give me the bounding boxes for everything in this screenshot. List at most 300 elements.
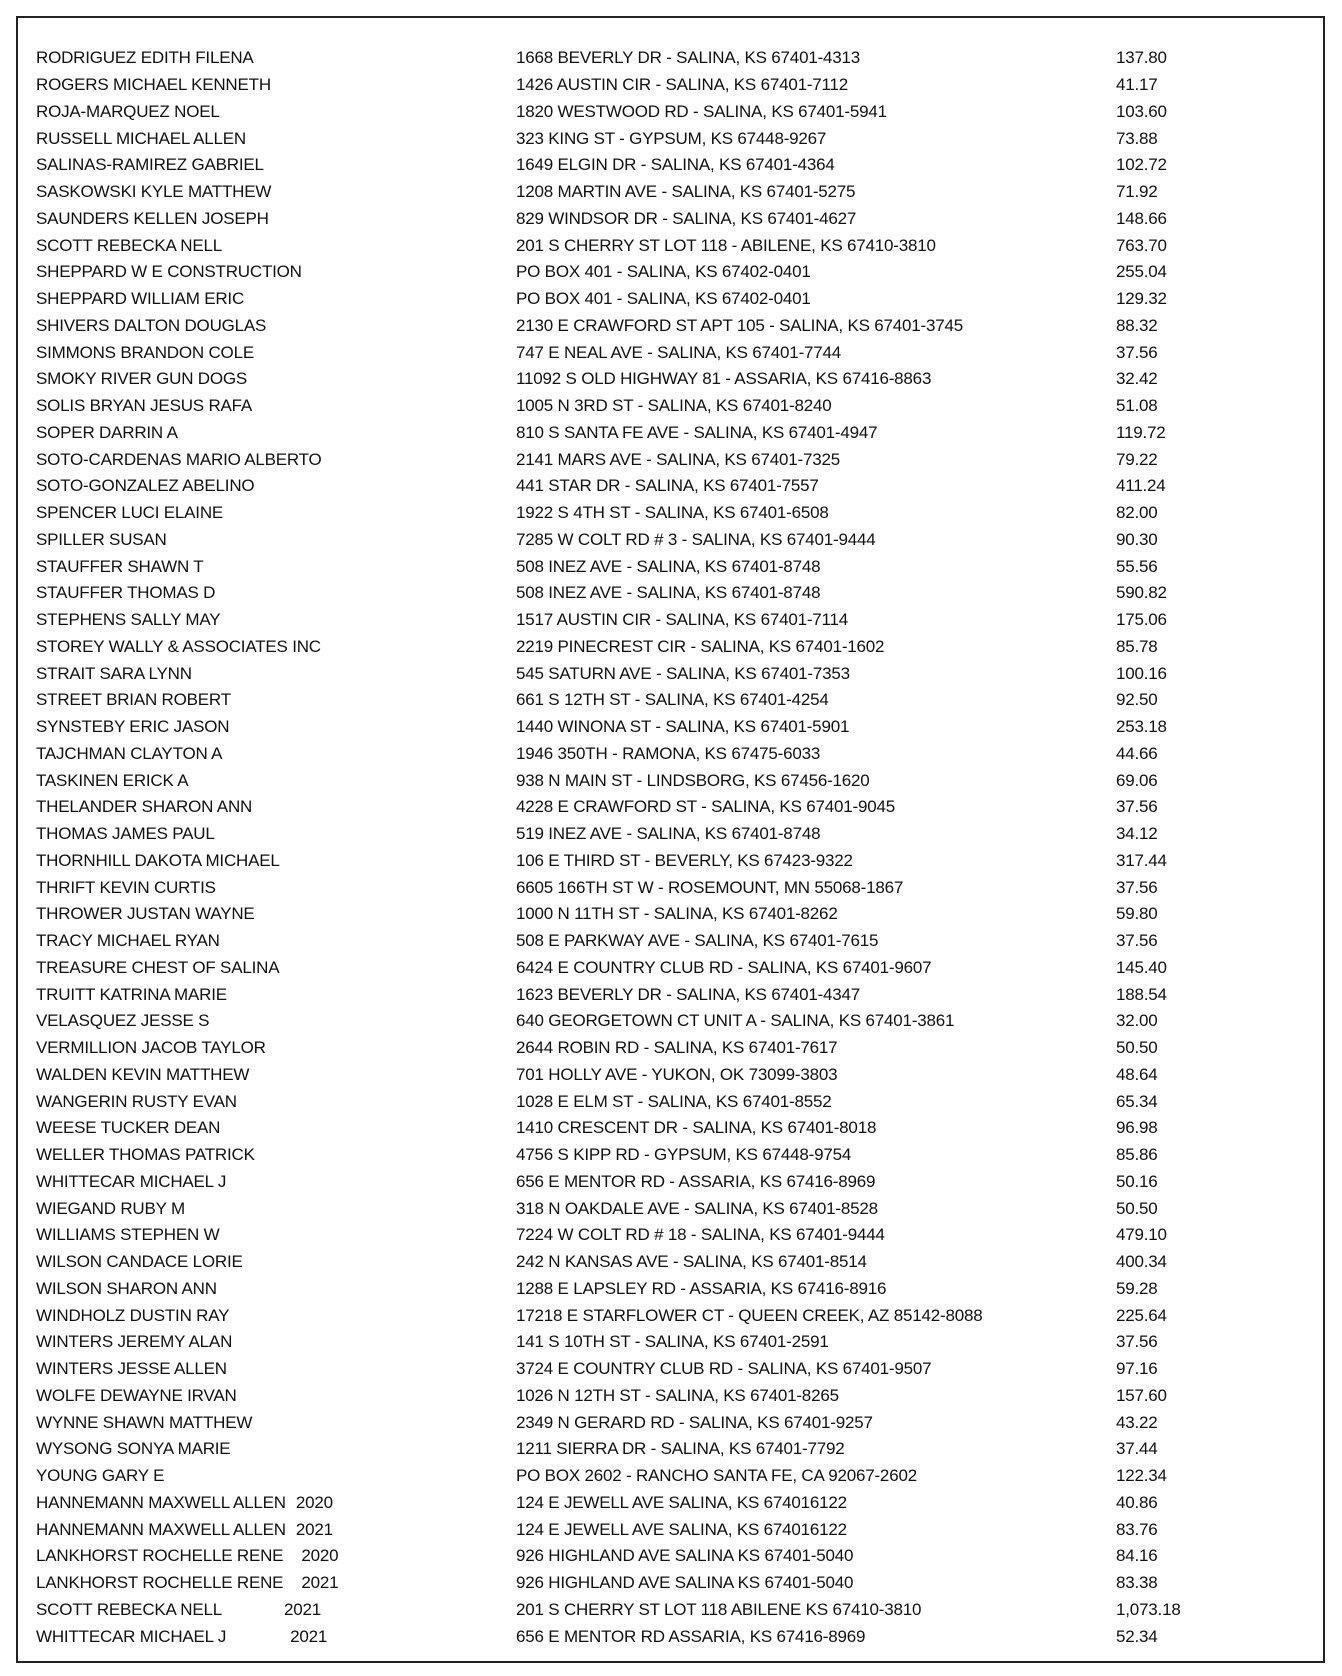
record-year: 2020 <box>301 1546 339 1566</box>
record-name <box>36 316 516 336</box>
record-amount: 59.80 <box>1116 904 1158 924</box>
record-amount: 590.82 <box>1116 583 1167 603</box>
record-name <box>36 236 516 256</box>
list-item <box>36 1169 1336 1196</box>
record-amount: 32.00 <box>1116 1011 1158 1031</box>
record-amount: 400.34 <box>1116 1252 1167 1272</box>
list-item <box>36 1490 1336 1517</box>
record-address: 242 N KANSAS AVE - SALINA, KS 67401-8514 <box>516 1252 867 1272</box>
record-name <box>36 878 516 898</box>
record-amount: 65.34 <box>1116 1091 1158 1111</box>
record-address: 124 E JEWELL AVE SALINA, KS 674016122 <box>516 1519 847 1539</box>
record-name <box>36 797 516 817</box>
list-item <box>36 286 1336 313</box>
record-name-text: SHEPPARD WILLIAM ERIC <box>36 289 245 309</box>
record-address: 17218 E STARFLOWER CT - QUEEN CREEK, AZ 85142-8088 <box>516 1305 983 1325</box>
record-name <box>36 1546 516 1566</box>
record-address: 1946 350TH - RAMONA, KS 67475-6033 <box>516 743 821 763</box>
document-frame <box>16 16 1325 1663</box>
list-item <box>36 179 1336 206</box>
record-year: 2021 <box>283 1599 322 1619</box>
record-amount: 137.80 <box>1116 48 1167 68</box>
list-item <box>36 152 1336 179</box>
record-name <box>36 48 516 68</box>
record-year: 2021 <box>290 1626 328 1646</box>
record-amount: 1,073.18 <box>1116 1599 1181 1619</box>
record-name-text: THROWER JUSTAN WAYNE <box>36 904 255 924</box>
list-item <box>36 259 1336 286</box>
record-amount: 102.72 <box>1116 155 1167 175</box>
record-name <box>36 958 516 978</box>
record-name-text: ROJA-MARQUEZ NOEL <box>36 101 220 121</box>
record-name-text: SOTO-CARDENAS MARIO ALBERTO <box>36 449 322 469</box>
record-address: 1288 E LAPSLEY RD - ASSARIA, KS 67416-8916 <box>516 1278 887 1298</box>
record-address: 661 S 12TH ST - SALINA, KS 67401-4254 <box>516 690 829 710</box>
record-amount: 51.08 <box>1116 396 1158 416</box>
list-item <box>36 660 1336 687</box>
record-name-text: SYNSTEBY ERIC JASON <box>36 717 230 737</box>
record-name-text: HANNEMANN MAXWELL ALLEN <box>36 1519 286 1539</box>
record-name <box>36 129 516 149</box>
record-name-text: SASKOWSKI KYLE MATTHEW <box>36 182 272 202</box>
list-item <box>36 500 1336 527</box>
record-name <box>36 369 516 389</box>
record-name <box>36 75 516 95</box>
record-year: 2021 <box>295 1519 333 1539</box>
list-item <box>36 99 1336 126</box>
record-address: 1211 SIERRA DR - SALINA, KS 67401-7792 <box>516 1439 845 1459</box>
list-item <box>36 741 1336 768</box>
list-item <box>36 1356 1336 1383</box>
record-name <box>36 289 516 309</box>
record-name <box>36 155 516 175</box>
record-address: 6605 166TH ST W - ROSEMOUNT, MN 55068-1867 <box>516 877 904 897</box>
record-address: 201 S CHERRY ST LOT 118 ABILENE KS 67410-3810 <box>516 1599 922 1619</box>
list-item <box>36 232 1336 259</box>
record-amount: 52.34 <box>1116 1626 1158 1646</box>
record-address: 508 INEZ AVE - SALINA, KS 67401-8748 <box>516 556 821 576</box>
list-item <box>36 1222 1336 1249</box>
list-item <box>36 821 1336 848</box>
record-name-text: SPENCER LUCI ELAINE <box>36 503 224 523</box>
record-amount: 37.56 <box>1116 342 1158 362</box>
record-name-text: TREASURE CHEST OF SALINA <box>36 957 280 977</box>
record-name <box>36 610 516 630</box>
record-amount: 71.92 <box>1116 182 1158 202</box>
record-name <box>36 985 516 1005</box>
record-name-text: VERMILLION JACOB TAYLOR <box>36 1038 266 1058</box>
list-item <box>36 1062 1336 1089</box>
record-address: 656 E MENTOR RD ASSARIA, KS 67416-8969 <box>516 1626 866 1646</box>
record-name <box>36 1038 516 1058</box>
record-amount: 88.32 <box>1116 315 1158 335</box>
record-name-text: SHEPPARD W E CONSTRUCTION <box>36 262 302 282</box>
record-amount: 122.34 <box>1116 1466 1167 1486</box>
list-item <box>36 901 1336 928</box>
list-item <box>36 527 1336 554</box>
record-name-text: LANKHORST ROCHELLE RENE <box>36 1546 284 1566</box>
list-item <box>36 848 1336 875</box>
record-name <box>36 503 516 523</box>
list-item <box>36 125 1336 152</box>
record-name-text: WALDEN KEVIN MATTHEW <box>36 1064 250 1084</box>
record-address: 323 KING ST - GYPSUM, KS 67448-9267 <box>516 128 827 148</box>
record-amount: 92.50 <box>1116 690 1158 710</box>
list-item <box>36 1383 1336 1410</box>
record-address: 1668 BEVERLY DR - SALINA, KS 67401-4313 <box>516 48 861 68</box>
record-name <box>36 851 516 871</box>
record-name <box>36 583 516 603</box>
list-item <box>36 1463 1336 1490</box>
record-name <box>36 1573 516 1593</box>
list-item <box>36 446 1336 473</box>
record-name-text: RUSSELL MICHAEL ALLEN <box>36 128 246 148</box>
record-address: 7285 W COLT RD # 3 - SALINA, KS 67401-9444 <box>516 529 876 549</box>
record-name-text: SIMMONS BRANDON COLE <box>36 342 254 362</box>
record-amount: 145.40 <box>1116 957 1167 977</box>
list-item <box>36 955 1336 982</box>
list-item <box>36 1302 1336 1329</box>
list-item <box>36 1516 1336 1543</box>
record-name <box>36 530 516 550</box>
record-address: 11092 S OLD HIGHWAY 81 - ASSARIA, KS 67416-8863 <box>516 369 932 389</box>
record-address: 2644 ROBIN RD - SALINA, KS 67401-7617 <box>516 1038 838 1058</box>
record-amount: 37.44 <box>1116 1439 1158 1459</box>
record-amount: 253.18 <box>1116 717 1167 737</box>
record-name <box>36 557 516 577</box>
record-address: 7224 W COLT RD # 18 - SALINA, KS 67401-9444 <box>516 1225 885 1245</box>
record-name <box>36 1627 516 1647</box>
record-name <box>36 1359 516 1379</box>
record-name <box>36 637 516 657</box>
record-name-text: TASKINEN ERICK A <box>36 770 189 790</box>
record-address: 1028 E ELM ST - SALINA, KS 67401-8552 <box>516 1091 832 1111</box>
record-name-text: WINDHOLZ DUSTIN RAY <box>36 1305 230 1325</box>
record-name <box>36 1199 516 1219</box>
record-name <box>36 182 516 202</box>
record-name <box>36 1118 516 1138</box>
record-name-text: WHITTECAR MICHAEL J <box>36 1626 227 1646</box>
record-name-text: WANGERIN RUSTY EVAN <box>36 1091 237 1111</box>
record-name-text: SHIVERS DALTON DOUGLAS <box>36 315 267 335</box>
record-amount: 41.17 <box>1116 75 1158 95</box>
record-name-text: WEESE TUCKER DEAN <box>36 1118 221 1138</box>
list-item <box>36 1436 1336 1463</box>
record-address: 2130 E CRAWFORD ST APT 105 - SALINA, KS 67401-3745 <box>516 315 964 335</box>
record-amount: 32.42 <box>1116 369 1158 389</box>
record-name-text: TAJCHMAN CLAYTON A <box>36 743 223 763</box>
record-name-text: WELLER THOMAS PATRICK <box>36 1145 255 1165</box>
record-address: 124 E JEWELL AVE SALINA, KS 674016122 <box>516 1492 847 1512</box>
record-name <box>36 824 516 844</box>
list-item <box>36 1249 1336 1276</box>
record-name <box>36 396 516 416</box>
list-item <box>36 339 1336 366</box>
record-name <box>36 690 516 710</box>
list-item <box>36 767 1336 794</box>
record-name-text: SALINAS-RAMIREZ GABRIEL <box>36 155 264 175</box>
list-item <box>36 981 1336 1008</box>
record-name <box>36 904 516 924</box>
list-item <box>36 1543 1336 1570</box>
record-address: 545 SATURN AVE - SALINA, KS 67401-7353 <box>516 663 850 683</box>
record-amount: 79.22 <box>1116 449 1158 469</box>
list-item <box>36 1409 1336 1436</box>
record-address: PO BOX 401 - SALINA, KS 67402-0401 <box>516 289 811 309</box>
record-address: 701 HOLLY AVE - YUKON, OK 73099-3803 <box>516 1064 838 1084</box>
list-item <box>36 1597 1336 1624</box>
record-amount: 43.22 <box>1116 1412 1158 1432</box>
record-name-text: WILLIAMS STEPHEN W <box>36 1225 220 1245</box>
record-address: 2141 MARS AVE - SALINA, KS 67401-7325 <box>516 449 840 469</box>
list-item <box>36 1329 1336 1356</box>
record-amount: 411.24 <box>1116 476 1166 496</box>
record-amount: 100.16 <box>1116 663 1167 683</box>
record-address: 508 E PARKWAY AVE - SALINA, KS 67401-7615 <box>516 931 879 951</box>
record-name-text: THOMAS JAMES PAUL <box>36 824 215 844</box>
record-name-text: ROGERS MICHAEL KENNETH <box>36 75 271 95</box>
record-name-text: WILSON CANDACE LORIE <box>36 1252 243 1272</box>
record-name-text: WINTERS JESSE ALLEN <box>36 1359 227 1379</box>
record-address: 829 WINDSOR DR - SALINA, KS 67401-4627 <box>516 208 857 228</box>
record-address: 640 GEORGETOWN CT UNIT A - SALINA, KS 67401-3861 <box>516 1011 955 1031</box>
record-name-text: THELANDER SHARON ANN <box>36 797 253 817</box>
record-amount: 55.56 <box>1116 556 1158 576</box>
record-name-text: VELASQUEZ JESSE S <box>36 1011 210 1031</box>
record-amount: 59.28 <box>1116 1278 1158 1298</box>
record-amount: 188.54 <box>1116 984 1167 1004</box>
record-address: 318 N OAKDALE AVE - SALINA, KS 67401-8528 <box>516 1198 878 1218</box>
record-name-text: TRACY MICHAEL RYAN <box>36 931 220 951</box>
record-name <box>36 771 516 791</box>
record-name <box>36 1011 516 1031</box>
record-name <box>36 1413 516 1433</box>
record-address: 1517 AUSTIN CIR - SALINA, KS 67401-7114 <box>516 610 849 630</box>
record-name <box>36 664 516 684</box>
record-name <box>36 744 516 764</box>
list-item <box>36 714 1336 741</box>
record-name <box>36 102 516 122</box>
record-name-text: SAUNDERS KELLEN JOSEPH <box>36 208 269 228</box>
record-name-text: STRAIT SARA LYNN <box>36 663 192 683</box>
record-amount: 37.56 <box>1116 797 1158 817</box>
record-name-text: SOPER DARRIN A <box>36 422 178 442</box>
record-amount: 84.16 <box>1116 1546 1158 1566</box>
list-item <box>36 1195 1336 1222</box>
record-name <box>36 1306 516 1326</box>
list-item <box>36 313 1336 340</box>
record-address: 747 E NEAL AVE - SALINA, KS 67401-7744 <box>516 342 842 362</box>
record-name-text: YOUNG GARY E <box>36 1466 165 1486</box>
record-amount: 85.78 <box>1116 636 1158 656</box>
record-address: 201 S CHERRY ST LOT 118 - ABILENE, KS 67410-3810 <box>516 235 936 255</box>
record-name-text: SCOTT REBECKA NELL <box>36 235 222 255</box>
list-item <box>36 1570 1336 1597</box>
record-name <box>36 1600 516 1620</box>
record-address: 508 INEZ AVE - SALINA, KS 67401-8748 <box>516 583 821 603</box>
record-name-text: WOLFE DEWAYNE IRVAN <box>36 1385 237 1405</box>
list-item <box>36 580 1336 607</box>
record-amount: 37.56 <box>1116 1332 1158 1352</box>
record-name <box>36 1065 516 1085</box>
record-name-text: WILSON SHARON ANN <box>36 1278 217 1298</box>
record-amount: 225.64 <box>1116 1305 1167 1325</box>
list-item <box>36 553 1336 580</box>
record-address: 810 S SANTA FE AVE - SALINA, KS 67401-4947 <box>516 422 878 442</box>
record-amount: 96.98 <box>1116 1118 1158 1138</box>
record-amount: 73.88 <box>1116 128 1158 148</box>
record-address: 1649 ELGIN DR - SALINA, KS 67401-4364 <box>516 155 835 175</box>
list-item <box>36 420 1336 447</box>
record-name <box>36 717 516 737</box>
record-address: 1410 CRESCENT DR - SALINA, KS 67401-8018 <box>516 1118 877 1138</box>
record-address: 4228 E CRAWFORD ST - SALINA, KS 67401-9045 <box>516 797 895 817</box>
record-address: 1026 N 12TH ST - SALINA, KS 67401-8265 <box>516 1385 839 1405</box>
record-amount: 37.56 <box>1116 877 1158 897</box>
record-amount: 34.12 <box>1116 824 1158 844</box>
record-amount: 175.06 <box>1116 610 1167 630</box>
record-name-text: STREET BRIAN ROBERT <box>36 690 231 710</box>
list-item <box>36 928 1336 955</box>
record-name-text: WHITTECAR MICHAEL J <box>36 1171 227 1191</box>
record-amount: 37.56 <box>1116 931 1158 951</box>
record-name <box>36 1092 516 1112</box>
record-amount: 50.50 <box>1116 1198 1158 1218</box>
list-item <box>36 634 1336 661</box>
record-amount: 90.30 <box>1116 529 1158 549</box>
record-name-text: TRUITT KATRINA MARIE <box>36 984 227 1004</box>
record-name-text: WYNNE SHAWN MATTHEW <box>36 1412 253 1432</box>
record-name-text: SMOKY RIVER GUN DOGS <box>36 369 248 389</box>
record-address: 1440 WINONA ST - SALINA, KS 67401-5901 <box>516 717 850 737</box>
record-address: 2219 PINECREST CIR - SALINA, KS 67401-1602 <box>516 636 885 656</box>
record-name-text: STAUFFER THOMAS D <box>36 583 216 603</box>
record-name <box>36 1225 516 1245</box>
record-amount: 82.00 <box>1116 503 1158 523</box>
record-amount: 83.38 <box>1116 1573 1158 1593</box>
record-amount: 148.66 <box>1116 208 1167 228</box>
record-amount: 50.16 <box>1116 1171 1158 1191</box>
record-name <box>36 343 516 363</box>
record-name-text: WINTERS JEREMY ALAN <box>36 1332 233 1352</box>
record-address: 106 E THIRD ST - BEVERLY, KS 67423-9322 <box>516 850 853 870</box>
list-item <box>36 1623 1336 1650</box>
list-item <box>36 206 1336 233</box>
record-amount: 85.86 <box>1116 1145 1158 1165</box>
records-list <box>36 45 1336 1650</box>
list-item <box>36 1142 1336 1169</box>
record-name-text: LANKHORST ROCHELLE RENE <box>36 1573 284 1593</box>
record-address: 656 E MENTOR RD - ASSARIA, KS 67416-8969 <box>516 1171 876 1191</box>
list-item <box>36 1115 1336 1142</box>
record-name <box>36 931 516 951</box>
list-item <box>36 45 1336 72</box>
record-name <box>36 262 516 282</box>
record-address: 1005 N 3RD ST - SALINA, KS 67401-8240 <box>516 396 832 416</box>
list-item <box>36 874 1336 901</box>
record-amount: 50.50 <box>1116 1038 1158 1058</box>
record-name-text: WIEGAND RUBY M <box>36 1198 185 1218</box>
list-item <box>36 366 1336 393</box>
list-item <box>36 1088 1336 1115</box>
record-name <box>36 1172 516 1192</box>
record-amount: 103.60 <box>1116 101 1167 121</box>
record-address: 6424 E COUNTRY CLUB RD - SALINA, KS 67401-9607 <box>516 957 932 977</box>
list-item <box>36 473 1336 500</box>
record-name <box>36 476 516 496</box>
record-name-text: SOTO-GONZALEZ ABELINO <box>36 476 255 496</box>
record-address: 519 INEZ AVE - SALINA, KS 67401-8748 <box>516 824 821 844</box>
record-address: 141 S 10TH ST - SALINA, KS 67401-2591 <box>516 1332 829 1352</box>
record-address: 1922 S 4TH ST - SALINA, KS 67401-6508 <box>516 503 829 523</box>
record-name-text: SCOTT REBECKA NELL <box>36 1599 222 1619</box>
record-name <box>36 1145 516 1165</box>
record-amount: 97.16 <box>1116 1359 1158 1379</box>
record-year: 2020 <box>295 1492 333 1512</box>
record-address: 4756 S KIPP RD - GYPSUM, KS 67448-9754 <box>516 1145 852 1165</box>
record-name <box>36 1520 516 1540</box>
record-address: 1623 BEVERLY DR - SALINA, KS 67401-4347 <box>516 984 861 1004</box>
record-amount: 129.32 <box>1116 289 1167 309</box>
record-amount: 119.72 <box>1116 422 1166 442</box>
record-amount: 763.70 <box>1116 235 1167 255</box>
record-name <box>36 1252 516 1272</box>
record-name-text: WYSONG SONYA MARIE <box>36 1439 231 1459</box>
record-address: PO BOX 401 - SALINA, KS 67402-0401 <box>516 262 811 282</box>
record-name-text: SOLIS BRYAN JESUS RAFA <box>36 396 253 416</box>
record-address: 926 HIGHLAND AVE SALINA KS 67401-5040 <box>516 1573 854 1593</box>
record-name-text: STEPHENS SALLY MAY <box>36 610 221 630</box>
record-address: 2349 N GERARD RD - SALINA, KS 67401-9257 <box>516 1412 873 1432</box>
record-name-text: HANNEMANN MAXWELL ALLEN <box>36 1492 286 1512</box>
record-amount: 44.66 <box>1116 743 1158 763</box>
list-item <box>36 393 1336 420</box>
record-name-text: THRIFT KEVIN CURTIS <box>36 877 216 897</box>
record-address: 1426 AUSTIN CIR - SALINA, KS 67401-7112 <box>516 75 849 95</box>
record-address: 1000 N 11TH ST - SALINA, KS 67401-8262 <box>516 904 838 924</box>
record-name <box>36 1439 516 1459</box>
record-amount: 479.10 <box>1116 1225 1167 1245</box>
list-item <box>36 1276 1336 1303</box>
list-item <box>36 72 1336 99</box>
list-item <box>36 607 1336 634</box>
record-address: 3724 E COUNTRY CLUB RD - SALINA, KS 67401-9507 <box>516 1359 932 1379</box>
record-address: 1208 MARTIN AVE - SALINA, KS 67401-5275 <box>516 182 856 202</box>
record-amount: 317.44 <box>1116 850 1167 870</box>
record-address: PO BOX 2602 - RANCHO SANTA FE, CA 92067-2602 <box>516 1466 917 1486</box>
record-name-text: THORNHILL DAKOTA MICHAEL <box>36 850 280 870</box>
record-name <box>36 1493 516 1513</box>
record-amount: 255.04 <box>1116 262 1167 282</box>
record-name <box>36 1332 516 1352</box>
record-name <box>36 1279 516 1299</box>
record-name-text: RODRIGUEZ EDITH FILENA <box>36 48 254 68</box>
list-item <box>36 1008 1336 1035</box>
record-name <box>36 1386 516 1406</box>
record-amount: 157.60 <box>1116 1385 1167 1405</box>
record-amount: 40.86 <box>1116 1492 1158 1512</box>
record-name-text: SPILLER SUSAN <box>36 529 167 549</box>
record-amount: 69.06 <box>1116 770 1158 790</box>
record-name-text: STOREY WALLY & ASSOCIATES INC <box>36 636 321 656</box>
list-item <box>36 687 1336 714</box>
record-name <box>36 450 516 470</box>
record-name <box>36 1466 516 1486</box>
record-address: 1820 WESTWOOD RD - SALINA, KS 67401-5941 <box>516 101 887 121</box>
record-address: 441 STAR DR - SALINA, KS 67401-7557 <box>516 476 819 496</box>
record-name <box>36 209 516 229</box>
record-amount: 83.76 <box>1116 1519 1158 1539</box>
